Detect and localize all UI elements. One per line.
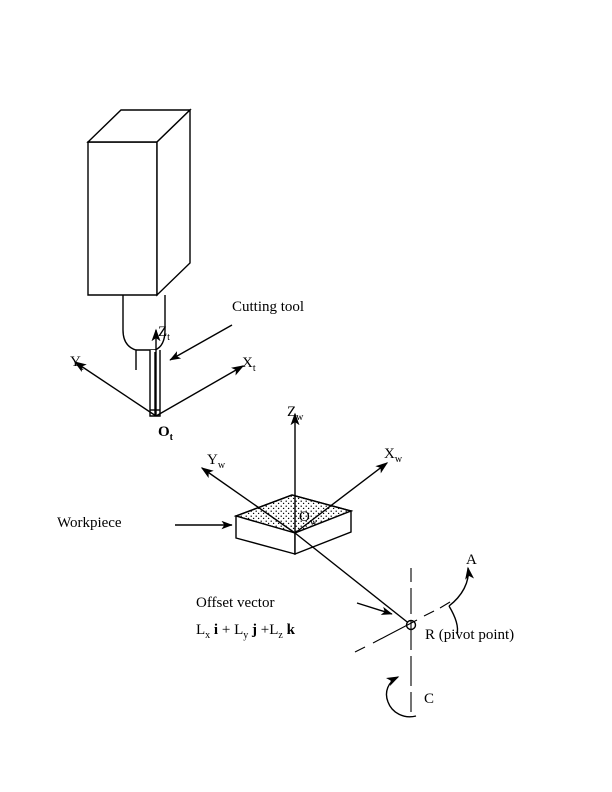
tool-frame-x-label: $X_t$ <box>242 355 256 374</box>
c-rotation-arc-tail <box>388 702 416 717</box>
tool-frame-origin-label: $O_t$ <box>158 424 174 443</box>
workpiece-frame-origin-label: $O_w$ <box>299 509 318 528</box>
workpiece-frame-x-label: $X_w$ <box>384 446 403 465</box>
workpiece-coordinate-frame <box>202 414 387 533</box>
workpiece-frame-z-label: $Z_w$ <box>287 404 304 423</box>
a-rotation-arrow <box>449 568 468 606</box>
cutting-tool-label: Cutting tool <box>232 299 305 315</box>
a-axis-label: A <box>466 552 477 568</box>
tool-frame-z-label: $Z_t$ <box>158 324 170 343</box>
cutting-tool-leader <box>170 325 232 360</box>
cutting-tool <box>150 350 160 416</box>
pivot-point-label: R (pivot point) <box>425 627 515 643</box>
offset-vector-leader <box>357 603 392 614</box>
c-rotation-arrow <box>386 677 398 702</box>
offset-vector-equation: $L_x$ $i + L_y$ $j +L_z$ k <box>196 622 295 641</box>
offset-vector-label: Offset vector <box>196 595 275 611</box>
c-axis-label: C <box>424 691 435 707</box>
tool-frame-y-label: $Y_t$ <box>70 354 84 373</box>
spindle-head <box>88 110 190 295</box>
offset-vector-line <box>295 533 411 625</box>
workpiece-label: Workpiece <box>57 515 122 531</box>
workpiece-frame-y-label: $Y_w$ <box>207 452 226 471</box>
